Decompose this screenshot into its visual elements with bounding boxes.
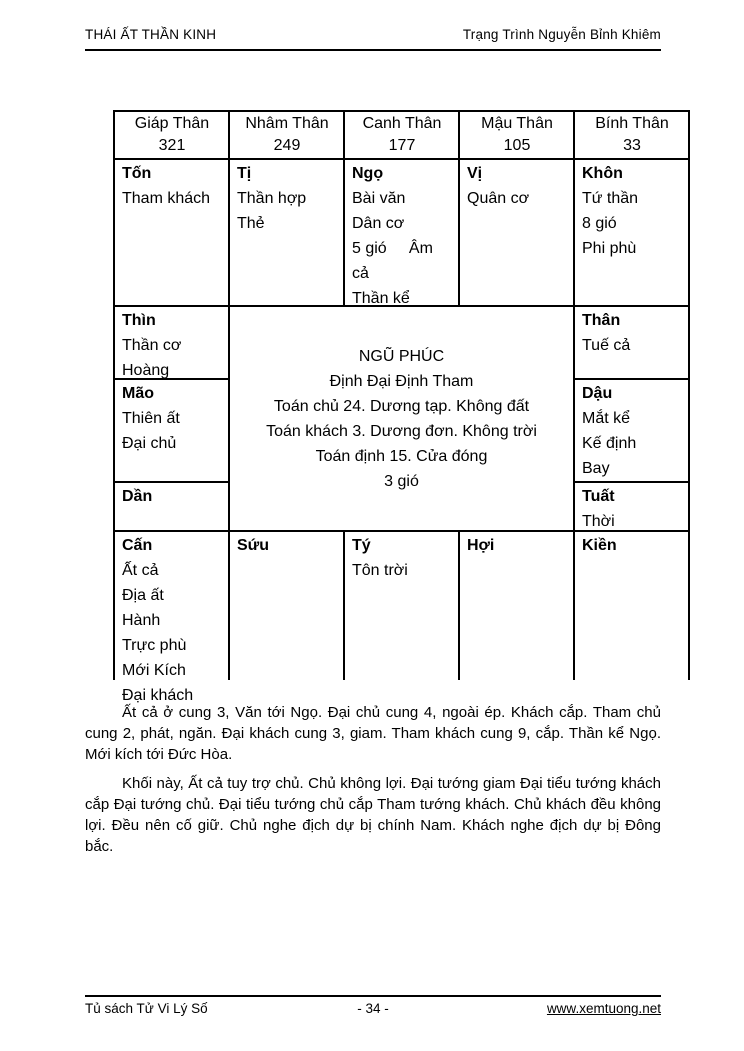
- palace-line: 8 gió: [582, 215, 617, 232]
- palace-line: Tham khách: [122, 190, 211, 207]
- palace-line: Kế định: [582, 435, 637, 452]
- palace-line: Thời: [582, 513, 615, 530]
- palace-label: Ngọ: [352, 165, 384, 182]
- palace-label: Dần: [122, 488, 153, 505]
- page-number: - 34 -: [357, 1001, 389, 1016]
- palace-line: Đại chủ: [122, 435, 177, 452]
- palace-line: Đại khách: [122, 687, 194, 704]
- year-number: 177: [388, 137, 416, 154]
- palace-line: Địa ất Hành: [122, 587, 191, 629]
- palace-line: Thần hợp: [237, 190, 307, 207]
- palace-line: Mắt kể: [582, 410, 631, 427]
- year-number: 105: [503, 137, 531, 154]
- palace-label: Tốn: [122, 165, 152, 182]
- page-footer: [85, 995, 661, 1016]
- year-name: Bính Thân: [595, 115, 669, 132]
- palace-cell-khon: [575, 160, 688, 305]
- palace-cell-dau: [575, 380, 688, 481]
- palace-cell-than: [575, 307, 688, 378]
- palace-cell-ngo: [345, 160, 458, 305]
- palace-line: 5 gió Âm cả: [352, 240, 438, 282]
- palace-line: Phi phù: [582, 240, 637, 257]
- footer-website-link[interactable]: www.xemtuong.net: [546, 1001, 661, 1016]
- palace-label: Thìn: [122, 312, 156, 329]
- paragraph-2: Khối này, Ất cả tuy trợ chủ. Chủ không lợi. Đại tướng giam Đại tiểu tướng khách cắp Đại tướng chủ. Đại tiểu tướng chủ cắp Tham tướng khách. Chủ khách đều không lợi. Đều nên cố giữ. Chủ nghe địch dự bị chính Nam. Khách nghe địch dự bị Đông bắc.: [85, 775, 661, 855]
- palace-line: Quân cơ: [467, 190, 530, 207]
- palace-label: Kiền: [582, 537, 617, 554]
- palace-label: Sứu: [237, 537, 270, 554]
- palace-line: Thiên ất: [122, 410, 180, 427]
- year-name: Canh Thân: [362, 115, 442, 132]
- palace-label: Vị: [467, 165, 483, 182]
- palace-cell-thin: [115, 307, 228, 378]
- palace-line: Tứ thần: [582, 190, 639, 207]
- palace-cell-kien: [575, 532, 688, 708]
- palace-line: Mới Kích: [122, 662, 186, 679]
- palace-cell-dan: [115, 483, 228, 530]
- year-cell-giap-than: [115, 112, 228, 158]
- palace-cell-ton: [115, 160, 228, 305]
- palace-line: Thần cơ: [122, 337, 182, 354]
- palace-cell-mao: [115, 380, 228, 481]
- year-name: Giáp Thân: [134, 115, 210, 132]
- year-cell-nham-than: [230, 112, 343, 158]
- year-name: Mậu Thân: [481, 115, 553, 132]
- author-name: Trạng Trình Nguyễn Bỉnh Khiêm: [462, 27, 661, 42]
- year-number: 321: [158, 137, 186, 154]
- center-title: NGŨ PHÚC: [358, 347, 445, 365]
- center-line: 3 gió: [384, 472, 419, 490]
- page-header: [85, 27, 661, 51]
- body-text: [85, 702, 661, 865]
- paragraph-1: Ất cả ở cung 3, Văn tới Ngọ. Đại chủ cung 4, ngoài ép. Khách cắp. Tham chủ cung 2, phát, ngăn. Đại khách cung 3, giam. Tham khách cung 9, cắp. Thần kể Ngọ. Mới kích tới Đức Hòa.: [85, 704, 661, 763]
- palace-line: Hoàng: [122, 362, 170, 379]
- palace-label: Dậu: [582, 385, 613, 402]
- year-cell-binh-than: [575, 112, 688, 158]
- palace-cell-vi: [460, 160, 573, 305]
- palace-cell-can: [115, 532, 228, 708]
- palace-line: Tuế cả: [582, 337, 631, 354]
- center-block-ngu-phuc: [230, 307, 573, 530]
- palace-line: Ất cả: [122, 562, 159, 579]
- year-number: 33: [623, 137, 641, 154]
- palace-line: Bài văn: [352, 190, 406, 207]
- palace-line: Tôn trời: [352, 562, 408, 579]
- year-cell-canh-than: [345, 112, 458, 158]
- center-line: Toán định 15. Cửa đóng: [315, 447, 488, 465]
- palace-label: Thân: [582, 312, 621, 329]
- center-line: Định Đại Định Tham: [329, 372, 474, 390]
- palace-label: Mão: [122, 385, 154, 402]
- year-cell-mau-than: [460, 112, 573, 158]
- book-title: THÁI ẤT THẦN KINH: [85, 27, 217, 42]
- palace-label: Tuất: [582, 488, 615, 505]
- thai-at-chart-table: [113, 110, 690, 704]
- footer-series-title: Tủ sách Tử Vi Lý Số: [85, 1001, 208, 1016]
- center-line: Toán khách 3. Dương đơn. Không trời: [266, 422, 537, 440]
- palace-label: Khôn: [582, 165, 623, 182]
- palace-line: Thần kể: [352, 290, 410, 307]
- year-number: 249: [273, 137, 301, 154]
- palace-label: Cấn: [122, 537, 153, 554]
- palace-cell-ti: [230, 160, 343, 305]
- year-name: Nhâm Thân: [245, 115, 329, 132]
- palace-label: Tý: [352, 537, 371, 554]
- palace-line: Dân cơ: [352, 215, 405, 232]
- palace-cell-suu: [230, 532, 343, 708]
- center-line: Toán chủ 24. Dương tạp. Không đất: [273, 397, 530, 415]
- palace-cell-tuat: [575, 483, 688, 530]
- palace-line: Trực phù: [122, 637, 187, 654]
- palace-line: Bay: [582, 460, 610, 477]
- palace-label: Hợi: [467, 537, 495, 554]
- palace-cell-hoi: [460, 532, 573, 708]
- palace-label: Tị: [237, 165, 252, 182]
- palace-line: Thẻ: [237, 215, 265, 232]
- palace-cell-ty: [345, 532, 458, 708]
